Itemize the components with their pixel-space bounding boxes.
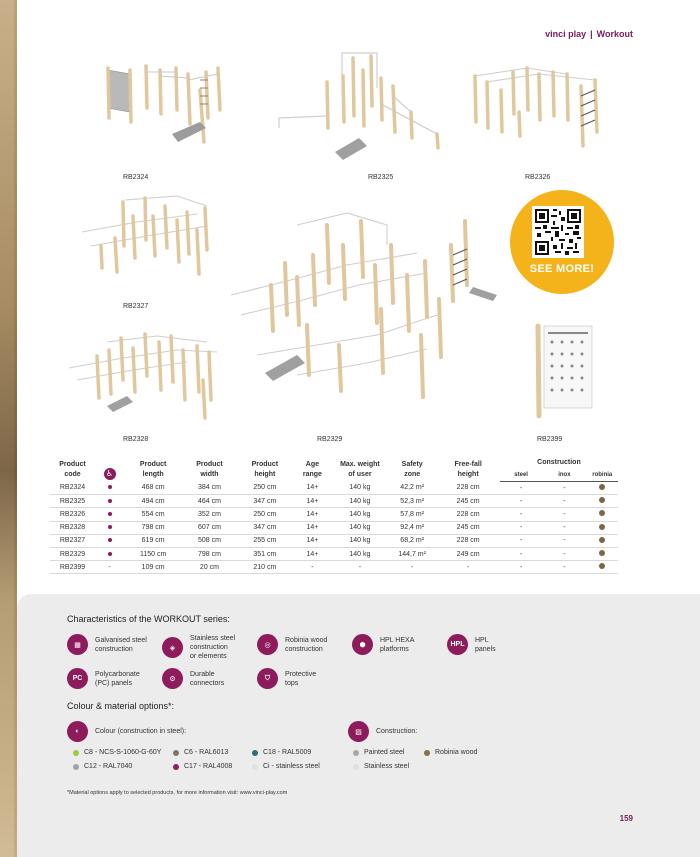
colour-option — [252, 763, 320, 770]
table-row — [50, 521, 618, 534]
colour-label: Ci - stainless steel — [263, 763, 320, 770]
cell-width: 384 cm — [182, 482, 236, 495]
colour-label: C12 - RAL7040 — [84, 763, 133, 770]
feature-durable-connectors — [162, 668, 224, 689]
construction-label: Stainless steel — [364, 763, 410, 770]
product-code-label: RB2399 — [537, 436, 563, 443]
accessible-dot — [108, 485, 112, 489]
colour-swatch — [73, 750, 79, 756]
cell-height: 351 cm — [237, 547, 293, 560]
construction-option — [424, 749, 477, 756]
steel-icon: ▦ — [67, 634, 88, 655]
cell-steel: - — [500, 495, 542, 508]
colour-swatch — [252, 750, 258, 756]
feature-stainless-steel — [162, 634, 235, 661]
cell-fall: 245 cm — [436, 521, 500, 534]
cell-fall: 228 cm — [436, 534, 500, 547]
hexa-icon: ⬢ — [352, 634, 373, 655]
colour-option — [173, 763, 232, 770]
feature-label: Stainless steel construction or elements — [190, 635, 236, 660]
cell-age: 14+ — [293, 482, 332, 495]
cell-length: 1150 cm — [124, 547, 182, 560]
product-label — [123, 295, 148, 313]
product-code-label: RB2326 — [525, 174, 551, 181]
cell-age: 14+ — [293, 508, 332, 521]
cell-accessible — [95, 521, 124, 534]
col-product-code: Product code — [59, 460, 86, 478]
product-rb2329-image — [227, 205, 507, 425]
robinia-dot — [599, 550, 605, 556]
product-rb2325-image — [277, 48, 447, 163]
cell-accessible: - — [95, 561, 124, 574]
cell-width: 607 cm — [182, 521, 236, 534]
page-header — [545, 29, 633, 39]
product-rb2326-image — [467, 62, 607, 162]
cell-age: 14+ — [293, 534, 332, 547]
connector-icon: ⚙ — [162, 668, 183, 689]
col-safety-zone: Safety zone — [401, 460, 423, 478]
col-width: Product width — [196, 460, 223, 478]
col-accessibility — [95, 456, 124, 482]
col-max-weight: Max. weight of user — [340, 460, 380, 478]
cell-zone: 57,8 m² — [388, 508, 436, 521]
cell-robinia — [586, 482, 618, 495]
colour-swatch — [173, 750, 179, 756]
product-code-label: RB2329 — [317, 436, 343, 443]
tops-icon: ⛉ — [257, 668, 278, 689]
robinia-dot — [599, 510, 605, 516]
feature-label: Robinia wood construction — [285, 636, 328, 653]
stainless-icon: ◈ — [162, 637, 183, 658]
cell-code: RB2324 — [50, 482, 95, 495]
colour-swatch — [73, 764, 79, 770]
feature-label: Polycarbonate (PC) panels — [95, 670, 140, 687]
col-length: Product length — [139, 460, 167, 478]
colour-steel-title: Colour (construction in steel): — [95, 728, 187, 735]
cell-zone: 68,2 m² — [388, 534, 436, 547]
wheelchair-icon: ♿ — [104, 468, 116, 480]
cell-inox: - — [542, 508, 586, 521]
cell-height: 347 cm — [237, 495, 293, 508]
cell-accessible — [95, 482, 124, 495]
table-row — [50, 561, 618, 574]
cell-height: 347 cm — [237, 521, 293, 534]
cell-inox: - — [542, 561, 586, 574]
cell-weight: - — [332, 561, 388, 574]
cell-age: 14+ — [293, 547, 332, 560]
cell-height: 250 cm — [237, 482, 293, 495]
page-number: 159 — [619, 814, 633, 823]
cell-inox: - — [542, 495, 586, 508]
colour-label: C17 - RAL4008 — [184, 763, 233, 770]
product-label — [317, 428, 342, 446]
qr-see-more-badge[interactable] — [510, 190, 614, 294]
product-code-label: RB2325 — [368, 174, 394, 181]
cell-width: 464 cm — [182, 495, 236, 508]
cell-code: RB2325 — [50, 495, 95, 508]
cell-accessible — [95, 508, 124, 521]
product-label — [123, 428, 148, 446]
feature-label: Protective tops — [285, 670, 317, 687]
background-photo-strip — [0, 0, 17, 857]
product-label — [537, 428, 562, 446]
cell-length: 554 cm — [124, 508, 182, 521]
product-rb2324-image — [102, 60, 222, 155]
col-age-range: Age range — [302, 460, 322, 478]
characteristics-title: Characteristics of the WORKOUT series: — [67, 614, 230, 624]
cell-age: 14+ — [293, 495, 332, 508]
characteristics-section — [17, 594, 700, 857]
colour-swatch — [173, 764, 179, 770]
construction-option — [353, 749, 404, 756]
see-more-label[interactable]: SEE MORE! — [529, 263, 595, 275]
cell-zone: 42,2 m² — [388, 482, 436, 495]
feature-galvanised-steel — [67, 634, 147, 655]
cell-steel: - — [500, 482, 542, 495]
cell-weight: 140 kg — [332, 521, 388, 534]
robinia-dot — [599, 537, 605, 543]
cell-fall: 245 cm — [436, 495, 500, 508]
colour-option — [73, 749, 161, 756]
cell-inox: - — [542, 534, 586, 547]
feature-hpl-hexa — [352, 634, 414, 655]
cell-length: 798 cm — [124, 521, 182, 534]
product-label — [123, 166, 148, 184]
colour-label: C6 - RAL6013 — [184, 749, 229, 756]
cell-height: 210 cm — [237, 561, 293, 574]
construction-title: Construction: — [376, 728, 418, 735]
feature-robinia-wood — [257, 634, 327, 655]
cell-weight: 140 kg — [332, 508, 388, 521]
series-name: Workout — [596, 29, 633, 39]
construction-option — [353, 763, 409, 770]
cell-robinia — [586, 495, 618, 508]
table-row — [50, 534, 618, 547]
col-robinia: robinia — [586, 470, 618, 482]
brand-name: vinci play — [545, 29, 587, 39]
cell-steel: - — [500, 561, 542, 574]
cell-zone: 92,4 m² — [388, 521, 436, 534]
col-steel: steel — [500, 470, 542, 482]
cell-age: - — [293, 561, 332, 574]
product-label — [525, 166, 550, 184]
cell-steel: - — [500, 521, 542, 534]
cell-fall: 228 cm — [436, 482, 500, 495]
accessible-dot — [108, 499, 112, 503]
cell-weight: 140 kg — [332, 495, 388, 508]
table-row — [50, 547, 618, 560]
feature-protective-tops — [257, 668, 316, 689]
colour-swatch — [424, 750, 430, 756]
cell-inox: - — [542, 547, 586, 560]
robinia-dot — [599, 497, 605, 503]
colour-option — [73, 763, 132, 770]
construction-label: Robinia wood — [435, 749, 478, 756]
robinia-dot — [599, 484, 605, 490]
cell-zone: 144,7 m² — [388, 547, 436, 560]
accessible-dot — [108, 512, 112, 516]
cell-length: 109 cm — [124, 561, 182, 574]
colour-swatch — [353, 750, 359, 756]
col-height: Product height — [251, 460, 279, 478]
cell-width: 352 cm — [182, 508, 236, 521]
product-code-label: RB2328 — [123, 436, 149, 443]
col-construction: Construction — [537, 459, 581, 466]
table-row — [50, 508, 618, 521]
colour-steel-heading — [67, 721, 186, 742]
cell-height: 255 cm — [237, 534, 293, 547]
cell-inox: - — [542, 521, 586, 534]
robinia-dot — [599, 563, 605, 569]
product-code-label: RB2327 — [123, 303, 149, 310]
cell-length: 468 cm — [124, 482, 182, 495]
product-rb2327-image — [77, 190, 227, 290]
accessible-dot — [108, 552, 112, 556]
cell-code: RB2326 — [50, 508, 95, 521]
product-label — [368, 166, 393, 184]
cell-accessible — [95, 534, 124, 547]
cell-fall: - — [436, 561, 500, 574]
cell-accessible — [95, 547, 124, 560]
feature-label: HPL panels — [475, 636, 496, 653]
colour-label: C8 - NCS-S-1060-G-60Y — [84, 749, 162, 756]
colour-option — [252, 749, 311, 756]
cell-code: RB2399 — [50, 561, 95, 574]
qr-code-icon[interactable] — [532, 206, 584, 258]
accessible-dot — [108, 525, 112, 529]
header-separator: | — [590, 29, 593, 39]
product-code-label: RB2324 — [123, 174, 149, 181]
colour-swatch — [252, 764, 258, 770]
cell-robinia — [586, 561, 618, 574]
cell-width: 20 cm — [182, 561, 236, 574]
cell-steel: - — [500, 534, 542, 547]
cell-code: RB2329 — [50, 547, 95, 560]
cell-height: 250 cm — [237, 508, 293, 521]
cell-steel: - — [500, 547, 542, 560]
cell-weight: 140 kg — [332, 547, 388, 560]
cell-weight: 140 kg — [332, 482, 388, 495]
cell-zone: - — [388, 561, 436, 574]
wood-icon: ◎ — [257, 634, 278, 655]
cell-fall: 228 cm — [436, 508, 500, 521]
accessible-dot — [108, 538, 112, 542]
cell-width: 798 cm — [182, 547, 236, 560]
cell-length: 494 cm — [124, 495, 182, 508]
cell-robinia — [586, 521, 618, 534]
table-row — [50, 482, 618, 495]
construction-icon: ▨ — [348, 721, 369, 742]
cell-accessible — [95, 495, 124, 508]
product-specs-table — [50, 456, 618, 574]
cell-robinia — [586, 534, 618, 547]
cell-width: 508 cm — [182, 534, 236, 547]
colour-label: C18 - RAL5009 — [263, 749, 312, 756]
construction-label: Painted steel — [364, 749, 405, 756]
cell-fall: 249 cm — [436, 547, 500, 560]
feature-label: Durable connectors — [190, 670, 225, 687]
cell-robinia — [586, 508, 618, 521]
cell-length: 619 cm — [124, 534, 182, 547]
cell-code: RB2328 — [50, 521, 95, 534]
robinia-dot — [599, 524, 605, 530]
pc-icon: PC — [67, 668, 88, 689]
colour-options-title: Colour & material options*: — [67, 701, 175, 711]
table-row — [50, 495, 618, 508]
product-rb2399-image — [532, 320, 602, 420]
col-inox: inox — [542, 470, 586, 482]
cell-robinia — [586, 547, 618, 560]
cell-age: 14+ — [293, 521, 332, 534]
hpl-icon: HPL — [447, 634, 468, 655]
feature-polycarbonate — [67, 668, 140, 689]
product-rb2328-image — [67, 320, 227, 420]
cell-steel: - — [500, 508, 542, 521]
cell-zone: 52,3 m² — [388, 495, 436, 508]
feature-label: HPL HEXA platforms — [380, 636, 415, 653]
colour-swatch — [353, 764, 359, 770]
footnote: *Material options apply to selected products, for more information visit: www.vinci-play.com — [67, 790, 288, 796]
cell-weight: 140 kg — [332, 534, 388, 547]
col-free-fall: Free-fall height — [454, 460, 482, 478]
palette-icon: ◐ — [67, 721, 88, 742]
feature-label: Galvanised steel construction — [95, 636, 147, 653]
cell-inox: - — [542, 482, 586, 495]
colour-option — [173, 749, 228, 756]
feature-hpl-panels — [447, 634, 496, 655]
construction-heading — [348, 721, 417, 742]
cell-code: RB2327 — [50, 534, 95, 547]
